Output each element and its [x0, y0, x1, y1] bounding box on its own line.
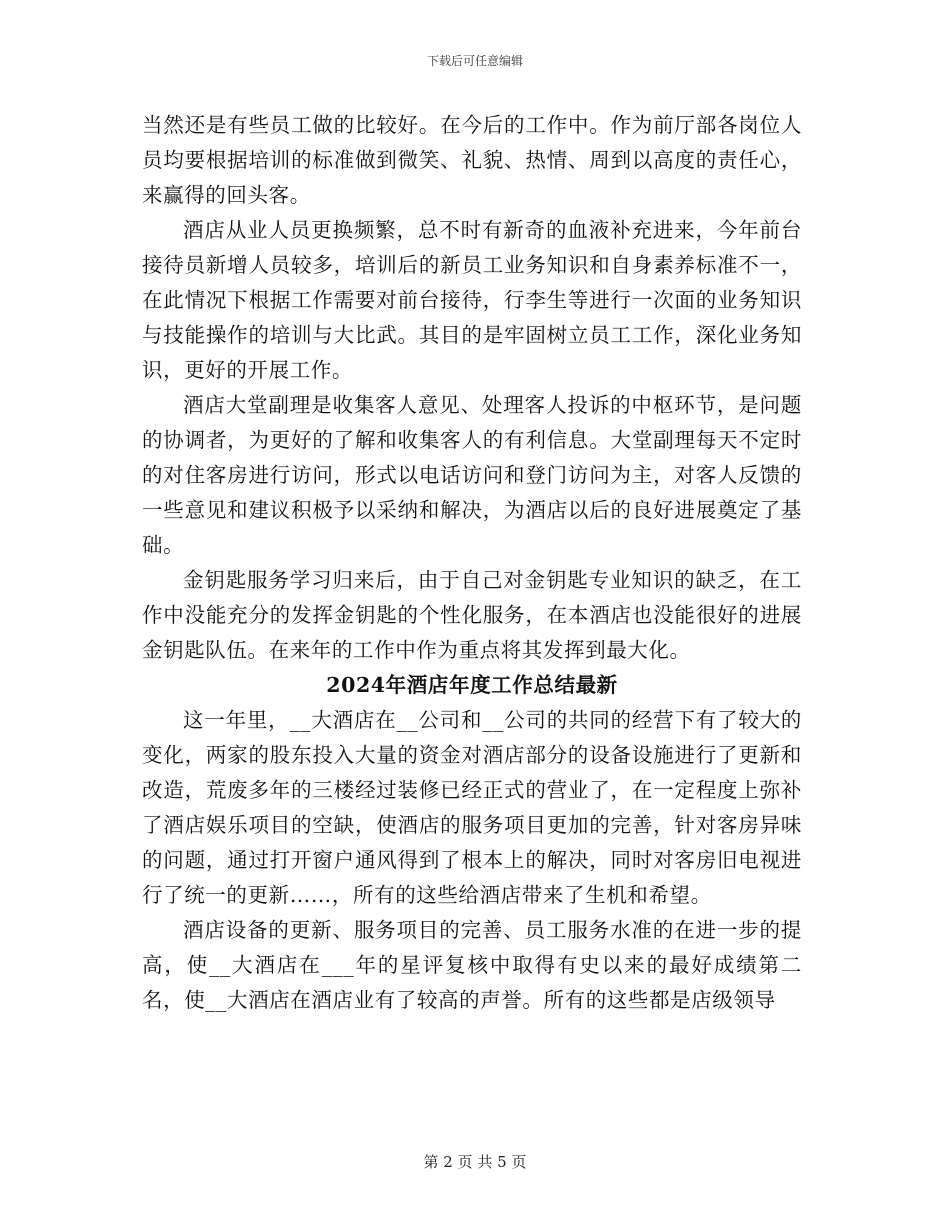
- paragraph-lobby-manager: 酒店大堂副理是收集客人意见、处理客人投诉的中枢环节，是问题的协调者，为更好的了解和收集客人的有利信息。大堂副理每天不定时的对住客房进行访问，形式以电话访问和登门访问为主，对客人反馈的一些意见和建议积极予以采纳和解决，为酒店以后的良好进展奠定了基础。: [142, 393, 802, 557]
- page-header: 下载后可任意编辑: [426, 54, 523, 68]
- page-footer: 第 2 页 共 5 页: [423, 1153, 527, 1171]
- paragraph-star-rating: 酒店设备的更新、服务项目的完善、员工服务水准的在进一步的提高，使__大酒店在___年的星评复核中取得有史以来的最好成绩第二名，使__大酒店在酒店业有了较高的声誉。所有的这些都是店级领导: [142, 918, 802, 1012]
- section-title: 2024年酒店年度工作总结最新: [326, 673, 618, 697]
- paragraph-golden-key: 金钥匙服务学习归来后，由于自己对金钥匙专业知识的缺乏，在工作中没能充分的发挥金钥匙的个性化服务，在本酒店也没能很好的进展金钥匙队伍。在来年的工作中作为重点将其发挥到最大化。: [142, 568, 802, 662]
- paragraph-continued: 当然还是有些员工做的比较好。在今后的工作中。作为前厅部各岗位人员均要根据培训的标准做到微笑、礼貌、热情、周到以高度的责任心，来赢得的回头客。: [142, 113, 802, 207]
- paragraph-staff-training: 酒店从业人员更换频繁，总不时有新奇的血液补充进来，今年前台接待员新增人员较多，培训后的新员工业务知识和自身素养标准不一，在此情况下根据工作需要对前台接待，行李生等进行一次面的业务知识与技能操作的培训与大比武。其目的是牢固树立员工工作，深化业务知识，更好的开展工作。: [142, 218, 802, 382]
- document-body: [142, 108, 802, 1018]
- paragraph-year-review: 这一年里，__大酒店在__公司和__公司的共同的经营下有了较大的变化，两家的股东投入大量的资金对酒店部分的设备设施进行了更新和改造，荒废多年的三楼经过装修已经正式的营业了，在一定程度上弥补了酒店娱乐项目的空缺，使酒店的服务项目更加的完善，针对客房异味的问题，通过打开窗户通风得到了根本上的解决，同时对客房旧电视进行了统一的更新……，所有的这些给酒店带来了生机和希望。: [142, 708, 802, 907]
